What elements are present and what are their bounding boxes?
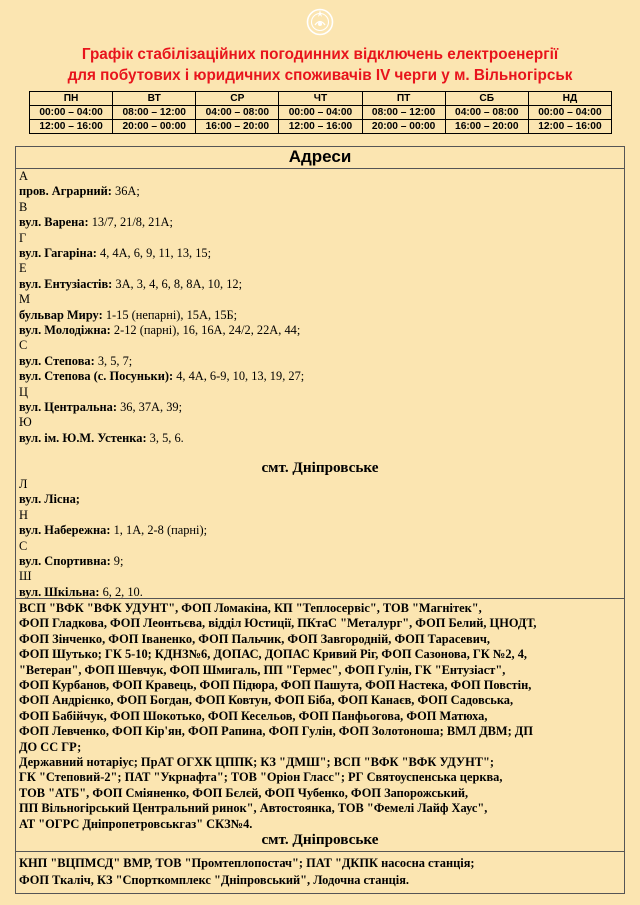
house-numbers: 4, 4А, 6, 9, 11, 13, 15; [96,246,212,260]
street-name: вул. Степова (с. Посуньки): [19,369,174,384]
address-line [19,246,211,261]
organizations-settlement-title: смт. Дніпровське [261,831,379,848]
time-slot: 08:00 – 12:00 [362,106,445,120]
organization-line: АТ "ОГРС Дніпропетровськгаз" СКЗ№4. [19,816,253,831]
address-line [19,369,304,384]
organization-line: ФОП Гладкова, ФОП Леонтьєва, відділ Юстиції, ПКтаС "Металург", ФОП Белий, ЦНОДТ, [19,616,537,631]
street-name: вул. Шкільна: [19,584,100,599]
house-numbers: 1, 1А, 2-8 (парні); [110,523,208,538]
section-divider [15,851,625,852]
letter-heading: Л [19,477,28,491]
time-slot: 12:00 – 16:00 [30,120,113,134]
letter-heading: С [19,538,28,553]
address-line [19,215,173,230]
letter-heading: В [19,199,28,214]
house-numbers: 3, 5, 6. [146,430,184,445]
schedule-days-row [30,92,612,106]
letter-heading: С [19,338,28,353]
organization-line: ФОП Андрієнко, ФОП Богдан, ФОП Ковтун, ФОП Біба, ФОП Канаєв, ФОП Садовська, [19,693,514,708]
street-name: вул. ім. Ю.М. Устенка: [19,430,147,445]
organization-line: ФОП Ткаліч, КЗ "Спорткомплекс "Дніпровський", Лодочна станція. [19,872,410,887]
letter-heading: Н [19,507,28,522]
address-line [19,354,132,369]
house-numbers: 1-15 (непарні), 15А, 15Б; [102,307,238,322]
house-numbers: 3, 5, 7; [94,353,133,368]
time-slot: 04:00 – 08:00 [196,106,279,120]
organization-line: ФОП Зінченко, ФОП Іваненко, ФОП Пальчик, ФОП Завгородній, ФОП Тарасевич, [19,631,490,646]
street-name: пров. Аграрний: [19,184,112,199]
day-header: ПН [30,92,113,106]
time-slot: 08:00 – 12:00 [113,106,196,120]
addresses-header: Адреси [15,146,625,169]
address-line [19,277,242,292]
organization-line: Державний нотаріус; ПрАТ ОГХК ЦППК; КЗ "ДМШ"; ВСП "ВФК "ВФК УДУНТ"; [19,755,494,769]
time-slot: 00:00 – 04:00 [279,106,362,120]
street-name: бульвар Миру: [19,307,103,322]
day-header: ВТ [113,92,196,106]
letter-heading: Ц [19,384,28,399]
day-header: ЧТ [279,92,362,106]
letter-heading: Ш [19,569,32,584]
house-numbers: 9; [110,554,124,568]
organization-line: КНП "ВЦПМСД" ВМР, ТОВ "Промтеплопостач"; ПАТ "ДКПК насосна станція; [19,856,475,870]
street-name: вул. Гагаріна: [19,246,97,260]
street-name: вул. Спортивна: [19,554,111,568]
letter-heading: М [19,292,31,307]
address-line [19,554,123,569]
street-name: вул. Варена: [19,215,89,230]
address-line [19,184,140,199]
address-line [19,308,237,323]
house-numbers: 6, 2, 10. [99,584,143,599]
street-name: вул. Центральна: [19,400,117,414]
letter-heading: Г [19,230,27,245]
house-numbers: 2-12 (парні), 16, 16А, 24/2, 22А, 44; [110,323,301,337]
section-divider [15,598,625,599]
address-line [19,523,207,538]
organization-line: ВСП "ВФК "ВФК УДУНТ", ФОП Ломакіна, КП "Теплосервіс", ТОВ "Магнітек", [19,601,482,615]
street-name: вул. Лісна; [19,492,80,507]
outage-schedule-table [29,91,612,134]
organization-line: ФОП Бабійчук, ФОП Шокотько, ФОП Кесельов, ФОП Панфьогова, ФОП Матюха, [19,708,488,723]
time-slot: 00:00 – 04:00 [528,106,611,120]
time-slot: 20:00 – 00:00 [113,120,196,134]
page-title-line-2: для побутових і юридичних споживачів IV черги у м. Вільногірськ [67,67,573,84]
street-name: вул. Молодіжна: [19,323,111,337]
time-slot: 12:00 – 16:00 [528,120,611,134]
address-line [19,400,182,415]
letter-heading: Ю [19,415,32,430]
settlement-title: смт. Дніпровське [261,459,379,476]
organization-line: ФОП Левченко, ФОП Кір'ян, ФОП Рапина, ФОП Гулін, ФОП Золотоноша; ВМЛ ДВМ; ДП [19,724,533,739]
schedule-slot-row-2 [30,120,612,134]
organization-line: ПП Вільногірський Центральний ринок", Автостоянка, ТОВ "Фемелі Лайф Хаус", [19,801,488,816]
address-line [19,323,300,338]
house-numbers: 36, 37А, 39; [116,400,183,414]
day-header: НД [528,92,611,106]
time-slot: 16:00 – 20:00 [196,120,279,134]
page-title-line-1: Графік стабілізаційних погодинних відключень електроенергії [81,46,559,63]
letter-heading: Е [19,261,27,276]
organization-line: ФОП Шутько; ГК 5-10; КДНЗ№6, ДОПАС, ДОПАС Кривий Ріг, ФОП Сазонова, ГК №2, 4, [19,647,528,662]
house-numbers: 36А; [111,184,140,199]
emblem-icon [304,6,336,38]
time-slot: 04:00 – 08:00 [445,106,528,120]
time-slot: 00:00 – 04:00 [30,106,113,120]
organization-line: ТОВ "АТБ", ФОП Сміяненко, ФОП Бєлєй, ФОП Чубенко, ФОП Запорожський, [19,785,469,800]
street-name: вул. Набережна: [19,523,111,538]
address-line [19,431,184,446]
organization-line: ДО СС ГР; [19,739,82,754]
organization-line: ФОП Курбанов, ФОП Кравець, ФОП Підюра, ФОП Пашута, ФОП Настека, ФОП Повстін, [19,678,532,692]
organization-line: ГК "Степовий-2"; ПАТ "Укрнафта"; ТОВ "Оріон Гласс"; РГ Святоуспенська церква, [19,770,503,785]
street-name: вул. Ентузіастів: [19,276,113,291]
time-slot: 16:00 – 20:00 [445,120,528,134]
address-line [19,492,80,507]
time-slot: 12:00 – 16:00 [279,120,362,134]
house-numbers: 4, 4А, 6-9, 10, 13, 19, 27; [173,369,305,384]
letter-heading: А [19,169,28,183]
street-name: вул. Степова: [19,353,95,368]
day-header: СБ [445,92,528,106]
organization-line: "Ветеран", ФОП Шевчук, ФОП Шмигаль, ПП "Гермес", ФОП Гулін, ГК "Ентузіаст", [19,662,506,677]
house-numbers: 13/7, 21/8, 21А; [88,215,173,230]
day-header: ПТ [362,92,445,106]
time-slot: 20:00 – 00:00 [362,120,445,134]
schedule-slot-row-1 [30,106,612,120]
house-numbers: 3А, 3, 4, 6, 8, 8А, 10, 12; [112,276,243,291]
day-header: СР [196,92,279,106]
